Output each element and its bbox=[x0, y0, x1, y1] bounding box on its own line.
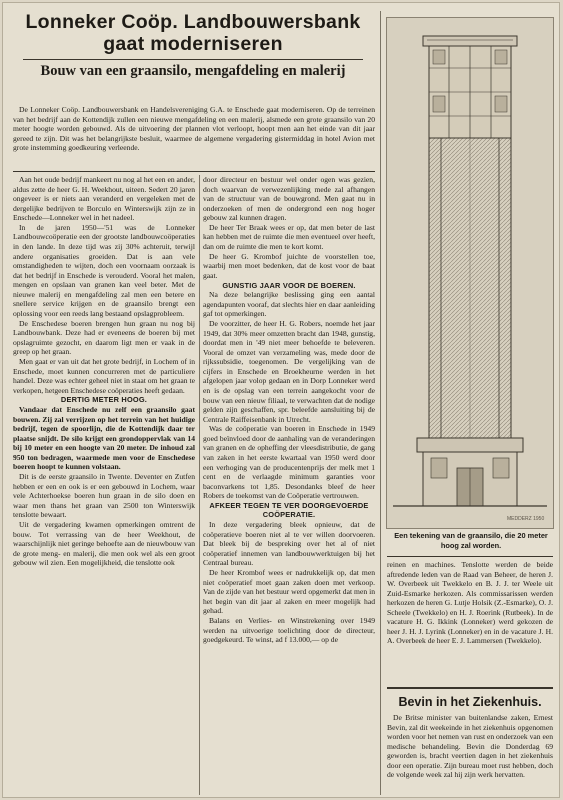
drawing-signature: MEDDERZ 1950 bbox=[507, 516, 545, 522]
right-column-divider bbox=[380, 11, 381, 795]
lead-rule bbox=[13, 171, 375, 172]
col2-paragraph: De heer Ter Braak wees er op, dat men beter de last kan hebben met de ruimte die men eventueel over heeft, dan om de ruimte die men te kort komt. bbox=[203, 222, 375, 252]
bevin-text: De Britse minister van buitenlandse zaken, Ernest Bevin, zal dit weekeinde in het ziekenhuis opgenomen worden voor het nemen van rust en onderzoek van een medische behandeling. Bevin die Donderdag 69 geworden is, bracht veertien dagen in het ziekenhuis door een operatie. Zijn bureau moet rust hebben, doch de volgende week zal hij zijn werk hervatten. bbox=[387, 713, 553, 780]
subheading-afkeer: AFKEER TEGEN TE VER DOORGEVOERDE COÖPERATIE. bbox=[209, 500, 369, 520]
headline: Lonneker Coöp. Landbouwersbank gaat moderniseren bbox=[25, 11, 361, 55]
col3-paragraph: reinen en machines. Tenslotte werden de beide aftredende leden van de Raad van Beheer, de heren J. W. Overbeek uit Twekkelo en B. J. J. ter Weele uit Zuid-Esmarke herkozen. Als commissarissen werden herkozen de heren G. Lutje Holsik (Z.-Esmarke), O. J. Scheele (Twekkelo) en H. J. Roerink (Rutbeek). In de vacature H. G. Ikkink (Lonneker) werd gekozen de heer J. H. J. Lyrink (Lonneker) en in de vacature J. H. A. Overbeek de heer E. J. Lammersen (Twekkelo). bbox=[387, 560, 553, 646]
col1-paragraph: Aan het oude bedrijf mankeert nu nog al het een en ander, aldus zette de heer G. H. Weekhout, uiteen. Sedert 20 jaren ongeveer is er niets aan veranderd en vergeleken met de dergelijke bedrijven te Borculo en Winterswijk zijn ze in Enschede—Lonneker wel in het nadeel. bbox=[13, 175, 195, 223]
col2-paragraph: De heer Krombof wees er nadrukkelijk op, dat men niet coöperatief moet gaan zaken doen met verkoop. Van de zijde van het bestuur werd opgemerkt dat men in het begin van dit jaar al zaken en meer mogelijk had gehad. bbox=[203, 568, 375, 616]
silo-roof bbox=[423, 36, 517, 46]
bevin-article bbox=[387, 713, 553, 780]
silo-drawing bbox=[387, 18, 553, 528]
column-divider bbox=[199, 175, 200, 795]
column-2 bbox=[203, 175, 375, 795]
lead-paragraph bbox=[13, 105, 375, 153]
headline-rule bbox=[23, 59, 363, 60]
col1-paragraph: Dit is de eerste graansilo in Twente. Deventer en Zutfen hebben er een en ook is er een gebouwd in Lochem, waar vele Achterhoekse boeren hun graan in de silo doen en waar men thans het graan van 2500 ton Winterswijk tenslotte bewaart. bbox=[13, 472, 195, 520]
col1-paragraph: Men gaat er van uit dat het grote bedrijf, in Lochem of in Enschede, moet kunnen concurreren met de particuliere handel. Deze was echter geheel niet in staat om het graan te verkopen, hetgeen Enschedese coöperaties heeft gedaan. bbox=[13, 356, 195, 395]
bevin-top-rule bbox=[387, 687, 553, 689]
illustration-caption: Een tekening van de graansilo, die 20 meter hoog zal worden. bbox=[394, 531, 548, 550]
col2-paragraph: De voorzitter, de heer H. G. Robers, noemde het jaar 1949, dat 30% meer omzetten bracht dan 1948, gunstig, doordat men in '49 niet meer behoefde te beleveren. Vooral de omzet van verzameling was, mede door de rijkssubsidie, toegenomen. De vergelijking van de cijfers in Enschede en Broekheurne werden in het afgelopen jaar volop gedaan en in Dorp Lonneker werd en is de opslag van een terrein aangekocht voor de bouw van een nieuw filiaal, te verwachten dat de nodige gelden zijn geschaffen, spr. beleefde aansluiting bij de Centrale Raiffeisenbank in Utrecht. bbox=[203, 319, 375, 424]
column-1 bbox=[13, 175, 195, 795]
newspaper-clipping bbox=[2, 2, 560, 798]
column-3 bbox=[387, 560, 553, 646]
col2-paragraph: door directeur en bestuur wel onder ogen was gezien, doch waarvan de verwezenlijking mede zal afhangen van de structuur van de bouwgrond. Men gaat nu in onderzoeken of men de ondergrond een nog hoger gebouw zal kunnen dragen. bbox=[203, 175, 375, 223]
subheading-gunstig-jaar: GUNSTIG JAAR VOOR DE BOEREN. bbox=[222, 280, 356, 290]
subheadline: Bouw van een graansilo, mengafdeling en malerij bbox=[40, 63, 346, 79]
silo-illustration bbox=[386, 17, 554, 529]
bevin-headline: Bevin in het Ziekenhuis. bbox=[398, 695, 542, 709]
col2-paragraph: In deze vergadering bleek opnieuw, dat de coöperatieve boeren niet al te ver willen doorvoeren. Dat bleek bij de bespreking over het al of niet coöperatief innemen van landbouwwerktuigen bij het Centraal bureau. bbox=[203, 520, 375, 568]
col1-bold-paragraph: Vandaar dat Enschede nu zelf een graansilo gaat bouwen. Zij zal verrijzen op het terrein van het huidige bedrijf, tegen de spoorlijn, die de Kottendijk daar ter plaatse snijdt. De silo krijgt een grondoppervlak van 14 bij 10 meter en een hoogte van 20 meter. De inhoud zal 950 ton bedragen, waarmede men voor de Enschedese boeren hoopt te kunnen volstaan. bbox=[13, 405, 195, 472]
col1-paragraph: De Enschedese boeren brengen hun graan nu nog bij Landbouwbank. Deze had er eveneens de boeren bij met opslagruimte gezocht, en daarom ligt men er vaak in de greep op het graan. bbox=[13, 318, 195, 357]
col2-paragraph: Was de coöperatie van boeren in Enschede in 1949 goed beïnvloed door de aanhaling van de veranderingen van granen en de opheffing der vleesdistributie, de gang van zaken in het eerste kwartaal van 1950 werd door een verhoging van de producentenprijs der melk met 1 cent en de verlaagde minimum garanties voor baconvarkens tot 1,85. Desondanks bleef de heer Robers de toekomst van de Coöperatie vertrouwen. bbox=[203, 424, 375, 501]
col2-paragraph: Balans en Verlies- en Winstrekening over 1949 werden na uitvoerige toelichting door de directeur, goedgekeurd. Te winst, ad f 13.000,— op de bbox=[203, 616, 375, 645]
lead-text: De Lonneker Coöp. Landbouwersbank en Handelsvereniging G.A. te Enschede gaat moderniseren. Op de terreinen van het bedrijf aan de Kottendijk zullen een nieuwe mengafdeling en een malerij, alsmede een grote graansilo van 20 meter hoogte worden gebouwd. Als de uitvoering der plannen vlot verloopt, hoopt men aan het einde van dit jaar gereed te zijn. Dit was het belangrijkste besluit, waarmee de algemene vergadering gistermiddag in hotel Avion met grote instemming goedkeuring verleende. bbox=[13, 105, 375, 153]
col1-paragraph: In de jaren 1950—'51 was de Lonneker Landbouwcoöperatie een der grootste landbouwcoöperaties in den lande. In deze tijd was zij 30% achteruit, terwijl andere organisaties groeiden. Dat is aan vele omstandigheden te wijten, doch een voornaam oorzaak is dat het bedrijf in Enschede is verouderd. Vooral het malen, mengen en opslaan van granen kan veel beter. Met de nieuwe malerij en mengafdeling zal men een betere en snellere service krijgen en de graansilo brengt een oplossing voor een reeds lang bestaand opslagprobleem. bbox=[13, 222, 195, 318]
col1-paragraph: Uit de vergadering kwamen opmerkingen omtrent de bouw. Tot verrassing van de heer Weekhout, de waarschijnlijk niet geringe behoefte aan de nieuwbouw van de grote meng- en malerij, die men ook wel als een groot gebouw wil zien. Een mogelijkheid, die tenslotte ook bbox=[13, 520, 195, 568]
col2-paragraph: De heer G. Krombof juichte de voorstellen toe, waarbij men moet bedenken, dat de kost voor de baat gaat. bbox=[203, 251, 375, 280]
caption-rule bbox=[387, 556, 553, 557]
col2-paragraph: Na deze belangrijke beslissing ging een aantal agendapunten vooraf, dat slechts hier en daar aanleiding gaf tot opmerkingen. bbox=[203, 290, 375, 319]
subheading-dertig-meter: DERTIG METER HOOG. bbox=[60, 395, 148, 405]
